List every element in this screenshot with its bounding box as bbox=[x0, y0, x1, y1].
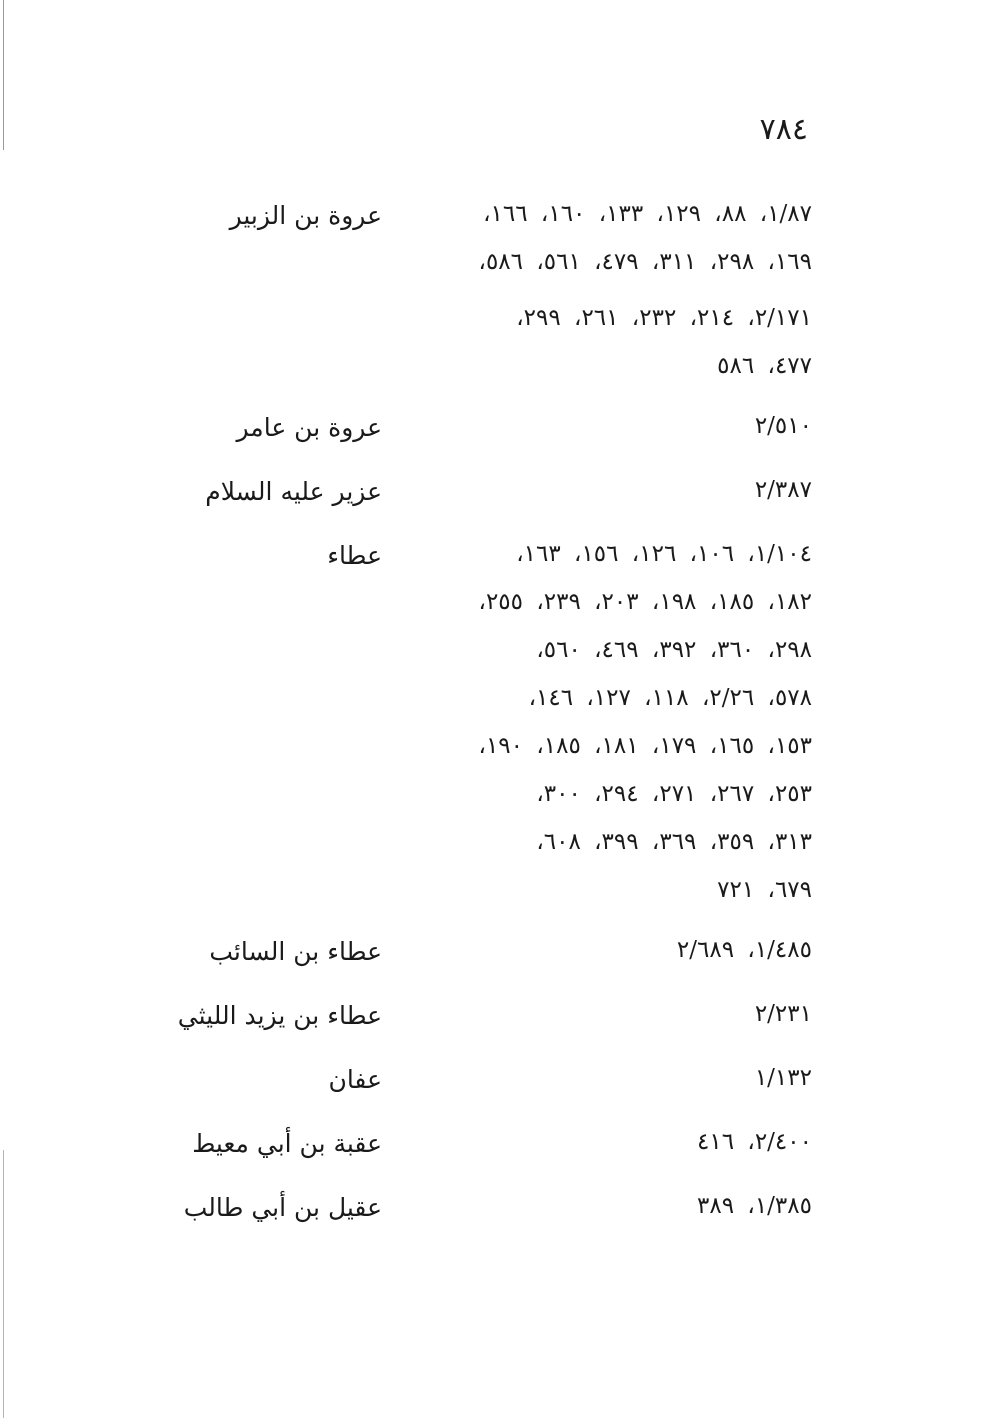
reference-line: ٢/٢٣١ bbox=[754, 1001, 812, 1027]
entry-references bbox=[392, 402, 812, 450]
entry-references bbox=[392, 190, 812, 390]
entry-references bbox=[392, 1054, 812, 1102]
index-entry bbox=[60, 530, 820, 914]
index-entry bbox=[60, 1182, 820, 1234]
page-number: ٧٨٤ bbox=[759, 112, 808, 147]
index-entry bbox=[60, 990, 820, 1042]
entry-references bbox=[392, 990, 812, 1038]
entry-references bbox=[392, 1118, 812, 1166]
entry-references bbox=[392, 1182, 812, 1230]
reference-line: ١/٣٨٥، ٣٨٩ bbox=[697, 1193, 812, 1219]
reference-line: ٢/٣٨٧ bbox=[754, 477, 812, 503]
index-entry bbox=[60, 1054, 820, 1106]
reference-line: ٢/٤٠٠، ٤١٦ bbox=[697, 1129, 812, 1155]
entry-references bbox=[392, 926, 812, 974]
entry-name: عطاء bbox=[327, 541, 382, 570]
entry-references bbox=[392, 466, 812, 514]
reference-line: ٥٧٨، ٢/٢٦، ١١٨، ١٢٧، ١٤٦، bbox=[528, 685, 812, 711]
scan-edge-line-bottom bbox=[3, 1150, 4, 1418]
index-entry bbox=[60, 402, 820, 454]
entry-references bbox=[392, 530, 812, 914]
reference-line: ٢٥٣، ٢٦٧، ٢٧١، ٢٩٤، ٣٠٠، bbox=[536, 781, 812, 807]
reference-line: ٢/٥١٠ bbox=[754, 413, 812, 439]
entry-name: عقيل بن أبي طالب bbox=[183, 1193, 382, 1222]
reference-line: ١/٤٨٥، ٢/٦٨٩ bbox=[676, 937, 812, 963]
entry-name: عزير عليه السلام bbox=[205, 477, 382, 506]
reference-line: ١٦٩، ٢٩٨، ٣١١، ٤٧٩، ٥٦١، ٥٨٦، bbox=[478, 249, 812, 275]
index-entry bbox=[60, 926, 820, 978]
reference-line: ٦٧٩، ٧٢١ bbox=[717, 877, 812, 903]
entry-name: عروة بن عامر bbox=[236, 413, 382, 442]
reference-line: ١/٨٧، ٨٨، ١٢٩، ١٣٣، ١٦٠، ١٦٦، bbox=[483, 201, 812, 227]
reference-line: ٣١٣، ٣٥٩، ٣٦٩، ٣٩٩، ٦٠٨، bbox=[536, 829, 812, 855]
index-entry bbox=[60, 190, 820, 390]
reference-line: ١٨٢، ١٨٥، ١٩٨، ٢٠٣، ٢٣٩، ٢٥٥، bbox=[478, 589, 812, 615]
reference-line: ٤٧٧، ٥٨٦ bbox=[717, 353, 812, 379]
index-entry bbox=[60, 1118, 820, 1170]
index-entry bbox=[60, 466, 820, 518]
index-list bbox=[60, 190, 820, 1234]
reference-line: ١٥٣، ١٦٥، ١٧٩، ١٨١، ١٨٥، ١٩٠، bbox=[478, 733, 812, 759]
entry-name: عطاء بن يزيد الليثي bbox=[177, 1001, 382, 1030]
reference-gap bbox=[406, 286, 812, 294]
reference-line: ١/١٠٤، ١٠٦، ١٢٦، ١٥٦، ١٦٣، bbox=[516, 541, 812, 567]
entry-name: عقبة بن أبي معيط bbox=[192, 1129, 382, 1158]
entry-name: عطاء بن السائب bbox=[209, 937, 382, 966]
scan-edge-line-top bbox=[3, 0, 4, 150]
reference-line: ٢/١٧١، ٢١٤، ٢٣٢، ٢٦١، ٢٩٩، bbox=[516, 305, 812, 331]
reference-line: ٢٩٨، ٣٦٠، ٣٩٢، ٤٦٩، ٥٦٠، bbox=[536, 637, 812, 663]
entry-name: عفان bbox=[328, 1065, 382, 1094]
reference-line: ١/١٣٢ bbox=[754, 1065, 812, 1091]
entry-name: عروة بن الزبير bbox=[229, 201, 382, 230]
